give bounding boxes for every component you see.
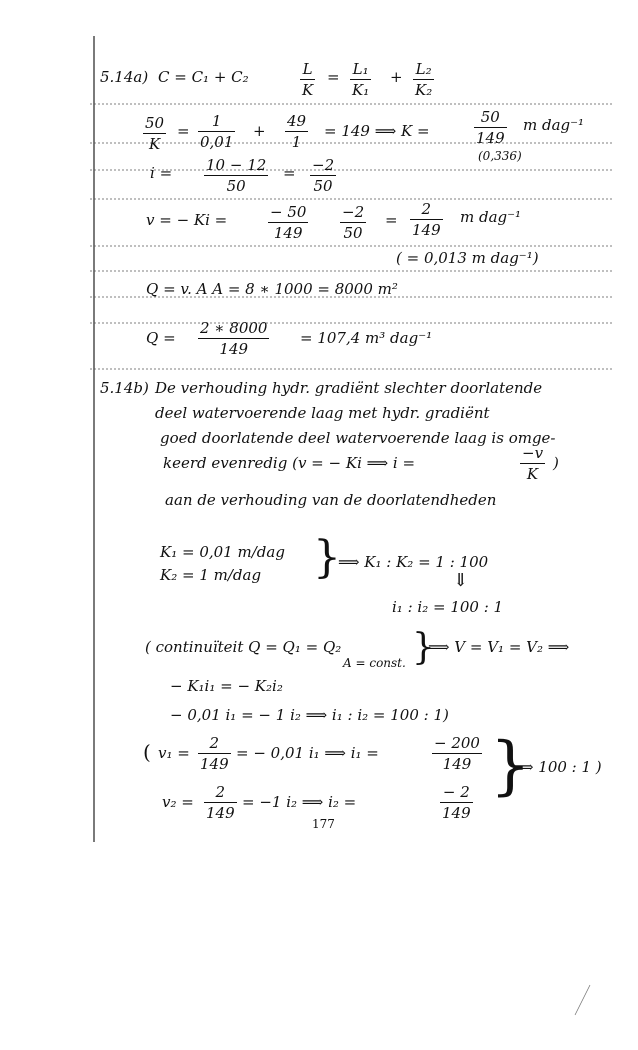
frac-L-K: L K — [302, 60, 314, 99]
i-ratio: i₁ : i₂ = 100 : 1 — [392, 598, 504, 616]
frac-v2: 2 149 — [206, 783, 235, 822]
frac-50-149: 50 149 — [476, 108, 505, 147]
K-value-note: (0,336) — [478, 149, 522, 163]
velocity-equality: ⟹ V = V₁ = V₂ ⟹ — [428, 638, 570, 656]
unit-m-dag-2: m dag⁻¹ — [460, 208, 522, 226]
part-b-line-3: goed doorlatende deel watervoerende laag is omge- — [160, 429, 556, 447]
discharge-area-eq: Q = v. A A = 8 ∗ 1000 = 8000 m² — [146, 280, 398, 298]
K-ratio: ⟹ K₁ : K₂ = 1 : 100 — [338, 553, 489, 571]
capacity-sum-eq: C = C₁ + C₂ — [158, 68, 249, 86]
part-b-line-5: aan de verhouding van de doorlatendheden — [165, 491, 497, 509]
frac-v-3: 2 149 — [412, 200, 441, 239]
frac-gradient-2: −2 50 — [312, 156, 335, 195]
v1-derivation: = − 0,01 i₁ ⟹ i₁ = — [236, 744, 379, 762]
notebook-page: 5.14a) C = C₁ + C₂ L K = L₁ K₁ + L₂ K₂ 50 K = 1 0,01 + 49 1 = 149 ⟹ K = 50 149 m dag⁻¹ (0,336) i = 10 − 12 50 = −2 50 v = − Ki = − 50 149 −2 50 = 2 149 m dag⁻¹ ( = 0,013 m dag⁻¹) Q = v. A A = 8 ∗ 1000 = 8000 m² Q = 2 ∗ 8000 149 = 107,4 m³ dag⁻¹ 5.14b) De verhouding hydr. gradiënt slechter doorlatende deel watervoerende laag met hydr. gradiënt goed doorlatende deel watervoerende laag is omge- keerd evenredig (v = − Ki ⟹ i = −v K ) aan de verhouding van de doorlatendheden K₁ = 0,01 m/dag K₂ = 1 m/dag } ⟹ K₁ : K₂ = 1 : 100 ⇓ i₁ : i₂ = 100 : 1 ( continuïteit Q = Q₁ = Q₂ A = const. } ⟹ V = V₁ = V₂ ⟹ − K₁i₁ = − K₂i₂ − 0,01 i₁ = − 1 i₂ ⟹ i₁ : i₂ = 100 : 1) ( v₁ = 2 149 = − 0,01 i₁ ⟹ i₁ = − 200 149 v₂ = 2 149 = −1 i₂ ⟹ i₂ = − 2 149 } ⟹ 100 : 1 ) 177 — [0, 0, 638, 1050]
page-number: 177 — [312, 817, 335, 831]
part-b-line-1: De verhouding hydr. gradiënt slechter doorlatende — [155, 379, 543, 397]
frac-v-2: −2 50 — [342, 203, 365, 242]
gradient-ratio-derivation: − 0,01 i₁ = − 1 i₂ ⟹ i₁ : i₂ = 100 : 1) — [170, 706, 449, 724]
velocity-eq: v = − Ki = — [146, 211, 228, 229]
frac-49-1: 49 1 — [287, 112, 307, 151]
frac-v1: 2 149 — [200, 734, 229, 773]
part-b-line-2: deel watervoerende laag met hydr. gradiënt — [155, 404, 490, 422]
frac-i2: − 2 149 — [442, 783, 471, 822]
frac-i1: − 200 149 — [434, 734, 480, 773]
v2-derivation: = −1 i₂ ⟹ i₂ = — [242, 793, 357, 811]
part-b-label: 5.14b) — [100, 379, 149, 397]
implies-down-arrow: ⇓ — [453, 570, 469, 591]
darcy-equality: − K₁i₁ = − K₂i₂ — [170, 677, 283, 695]
K1-value: K₁ = 0,01 m/dag — [160, 543, 285, 561]
frac-gradient-1: 10 − 12 50 — [206, 156, 267, 195]
area-const: A = const. — [343, 656, 406, 670]
part-b-line-4: keerd evenredig (v = − Ki ⟹ i = — [163, 454, 416, 472]
velocity-value-note: ( = 0,013 m dag⁻¹) — [396, 249, 539, 267]
frac-v-1: − 50 149 — [270, 203, 307, 242]
frac-L2-K2: L₂ K₂ — [415, 60, 433, 99]
frac-Q: 2 ∗ 8000 149 — [200, 319, 268, 358]
K2-value: K₂ = 1 m/dag — [160, 566, 262, 584]
frac-L1-K1: L₁ K₁ — [352, 60, 370, 99]
frac-1-001: 1 0,01 — [200, 112, 234, 151]
part-a-label: 5.14a) — [100, 68, 149, 86]
discharge-result: = 107,4 m³ dag⁻¹ — [300, 329, 433, 347]
frac-50-K: 50 K — [145, 114, 165, 153]
unit-m-dag: m dag⁻¹ — [523, 116, 585, 134]
sum-149-implies-K: = 149 ⟹ K = — [324, 122, 430, 140]
continuity-eq: ( continuïteit Q = Q₁ = Q₂ — [145, 638, 342, 656]
check-result: ⟹ 100 : 1 ) — [512, 758, 602, 776]
frac-minus-v-K: −v K — [522, 444, 544, 483]
